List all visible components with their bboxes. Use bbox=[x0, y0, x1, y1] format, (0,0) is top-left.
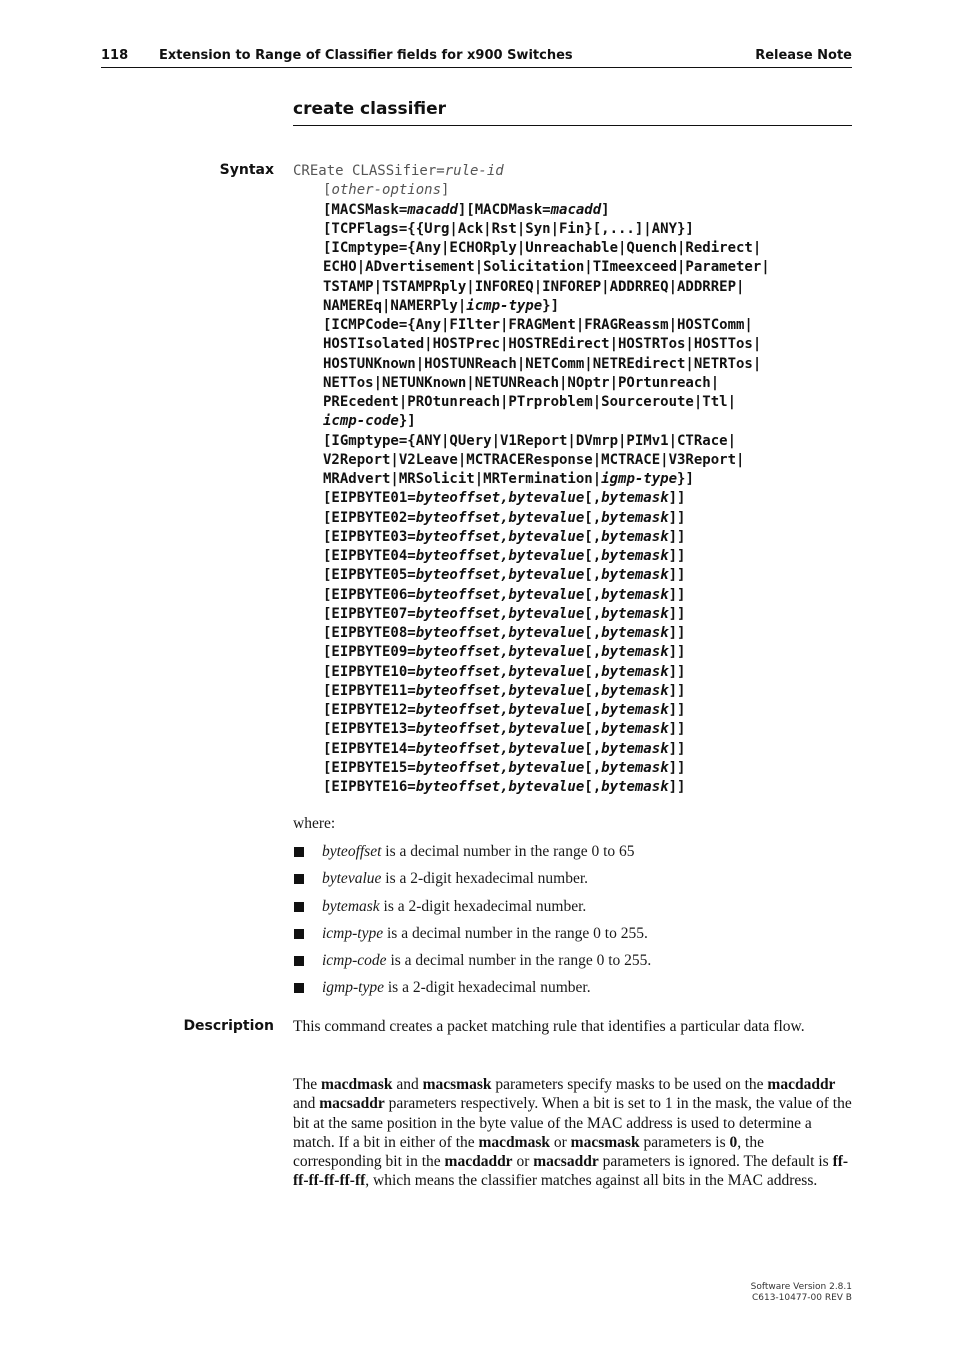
syntax-text: [EIPBYTE03= bbox=[323, 528, 416, 545]
syntax-line bbox=[293, 528, 770, 547]
syntax-parameter: byteoffset,bytevalue bbox=[415, 605, 585, 622]
syntax-text: ]] bbox=[668, 509, 686, 526]
paragraph-text: The bbox=[293, 1076, 321, 1093]
syntax-text: [EIPBYTE10= bbox=[323, 663, 416, 680]
syntax-text: [EIPBYTE06= bbox=[323, 586, 416, 603]
syntax-parameter: byteoffset,bytevalue bbox=[415, 644, 585, 661]
syntax-text: [TCPFlags={{Urg|Ack|Rst|Syn|Fin}[,...]|ANY}] bbox=[323, 220, 694, 237]
paragraph-text: and bbox=[293, 1095, 320, 1113]
syntax-parameter: byteoffset,bytevalue bbox=[415, 759, 585, 776]
syntax-text: [ICMPCode={Any|FIlter|FRAGMent|FRAGReassm|HOSTComm| bbox=[323, 317, 753, 333]
parameter-name: macdaddr bbox=[444, 1153, 513, 1171]
syntax-line bbox=[293, 201, 770, 220]
syntax-text: [, bbox=[584, 644, 602, 661]
syntax-parameter: bytemask bbox=[601, 528, 669, 545]
syntax-text: [EIPBYTE07= bbox=[323, 605, 416, 622]
syntax-line bbox=[293, 643, 770, 662]
syntax-parameter: bytemask bbox=[601, 682, 669, 699]
syntax-text: [, bbox=[584, 548, 602, 564]
syntax-line bbox=[293, 547, 770, 566]
syntax-text: [MACSMask= bbox=[323, 201, 408, 218]
syntax-text: [EIPBYTE01= bbox=[323, 490, 416, 507]
definition-text: is a decimal number in the range 0 to 65 bbox=[381, 843, 635, 860]
syntax-text: [, bbox=[584, 682, 602, 699]
syntax-line bbox=[293, 432, 770, 451]
syntax-parameter: byteoffset,bytevalue bbox=[415, 721, 585, 738]
definition-term: icmp-code bbox=[322, 952, 387, 970]
syntax-text: ]] bbox=[668, 682, 686, 699]
definition-item bbox=[293, 977, 651, 1004]
definition-text: is a 2-digit hexadecimal number. bbox=[383, 979, 591, 997]
syntax-text: ] bbox=[441, 182, 450, 199]
parameter-name: 0 bbox=[729, 1133, 738, 1151]
syntax-parameter: byteoffset,bytevalue bbox=[415, 509, 585, 526]
paragraph-text: , the corresponding bit in the bbox=[293, 1133, 764, 1171]
syntax-text: ]] bbox=[668, 740, 686, 757]
syntax-line bbox=[293, 489, 770, 508]
syntax-line bbox=[293, 355, 770, 374]
syntax-text: [EIPBYTE13= bbox=[323, 721, 416, 738]
syntax-text: TSTAMP|TSTAMPRply|INFOREQ|INFOREP|ADDRREQ|ADDRREP| bbox=[323, 278, 745, 295]
syntax-text: [EIPBYTE11= bbox=[323, 682, 416, 699]
syntax-text: [, bbox=[584, 721, 602, 738]
syntax-text: [EIPBYTE16= bbox=[323, 779, 416, 795]
square-bullet-icon bbox=[294, 847, 304, 857]
description-paragraph-1: This command creates a packet matching rule that identifies a particular data flow. bbox=[293, 1018, 805, 1035]
syntax-text: ]] bbox=[668, 548, 686, 564]
square-bullet-icon bbox=[294, 874, 304, 884]
syntax-parameter: byteoffset,bytevalue bbox=[415, 567, 585, 584]
description-paragraph-2 bbox=[293, 1075, 853, 1191]
syntax-line bbox=[293, 316, 770, 335]
syntax-text: ]] bbox=[668, 759, 686, 776]
syntax-parameter: bytemask bbox=[601, 567, 669, 584]
syntax-line bbox=[293, 720, 770, 739]
parameter-name: macdaddr bbox=[767, 1076, 836, 1093]
syntax-text: [, bbox=[584, 586, 602, 603]
syntax-text: [EIPBYTE08= bbox=[323, 625, 416, 641]
syntax-block bbox=[293, 162, 770, 797]
syntax-text: HOSTUNKnown|HOSTUNReach|NETComm|NETREdirect|NETRTos| bbox=[323, 355, 762, 372]
syntax-parameter: other-options bbox=[331, 182, 442, 199]
parameter-definitions bbox=[293, 841, 651, 1005]
syntax-line bbox=[293, 297, 770, 316]
syntax-text: }] bbox=[542, 297, 560, 314]
syntax-text: [EIPBYTE14= bbox=[323, 740, 416, 757]
definition-item bbox=[293, 896, 651, 923]
syntax-parameter: bytemask bbox=[601, 702, 669, 718]
parameter-name: macsaddr bbox=[319, 1095, 385, 1113]
syntax-text: ]] bbox=[668, 644, 686, 661]
syntax-text: ]] bbox=[668, 490, 686, 507]
syntax-line bbox=[293, 374, 770, 393]
description-label: Description bbox=[183, 1018, 274, 1034]
syntax-text: HOSTIsolated|HOSTPrec|HOSTREdirect|HOSTRTos|HOSTTos| bbox=[323, 336, 762, 353]
parameter-name: ff-ff-ff-ff-ff-ff bbox=[293, 1153, 849, 1190]
syntax-text: [EIPBYTE12= bbox=[323, 702, 416, 718]
definition-term: bytevalue bbox=[322, 870, 382, 888]
definition-term: bytemask bbox=[322, 897, 380, 915]
syntax-line bbox=[293, 239, 770, 258]
syntax-parameter: bytemask bbox=[601, 740, 669, 757]
syntax-line bbox=[293, 701, 770, 720]
syntax-parameter: bytemask bbox=[601, 509, 669, 526]
definition-item bbox=[293, 950, 651, 977]
syntax-parameter: byteoffset,bytevalue bbox=[415, 740, 585, 757]
syntax-line bbox=[293, 451, 770, 470]
paragraph-text: or bbox=[550, 1133, 571, 1151]
syntax-parameter: byteoffset,bytevalue bbox=[415, 779, 585, 795]
syntax-text: [ bbox=[323, 182, 332, 199]
syntax-text: [, bbox=[584, 490, 602, 507]
syntax-text: ]] bbox=[668, 586, 686, 603]
syntax-text: [EIPBYTE09= bbox=[323, 644, 416, 661]
page-number: 118 bbox=[101, 48, 129, 63]
syntax-parameter: byteoffset,bytevalue bbox=[415, 490, 585, 507]
syntax-parameter: byteoffset,bytevalue bbox=[415, 528, 585, 545]
syntax-text: }] bbox=[398, 413, 416, 430]
square-bullet-icon bbox=[294, 983, 304, 993]
syntax-text: [, bbox=[584, 528, 602, 545]
syntax-line bbox=[293, 509, 770, 528]
definition-text: is a 2-digit hexadecimal number. bbox=[379, 897, 587, 915]
where-label: where: bbox=[293, 815, 336, 832]
syntax-text: [, bbox=[584, 567, 602, 584]
syntax-line bbox=[293, 682, 770, 701]
definition-item bbox=[293, 923, 651, 950]
syntax-label: Syntax bbox=[219, 162, 274, 178]
syntax-line bbox=[293, 258, 770, 277]
syntax-text: PREcedent|PROtunreach|PTrproblem|Sourceroute|Ttl| bbox=[323, 394, 737, 410]
paragraph-text: and bbox=[392, 1076, 423, 1093]
syntax-text: [, bbox=[584, 509, 602, 526]
syntax-text: [, bbox=[584, 759, 602, 776]
syntax-line bbox=[293, 759, 770, 778]
syntax-line bbox=[293, 412, 770, 431]
syntax-parameter: macadd bbox=[407, 201, 458, 218]
definition-item bbox=[293, 868, 651, 895]
definition-text: is a decimal number in the range 0 to 255. bbox=[383, 924, 648, 942]
paragraph-text: parameters specify masks to be used on the bbox=[491, 1076, 768, 1093]
syntax-text: ]] bbox=[668, 721, 686, 738]
syntax-text: [, bbox=[584, 625, 602, 641]
syntax-text: MRAdvert|MRSolicit|MRTermination| bbox=[323, 471, 602, 487]
syntax-line bbox=[293, 740, 770, 759]
syntax-parameter: icmp-code bbox=[323, 413, 399, 430]
syntax-text: ][MACDMask= bbox=[457, 201, 551, 218]
square-bullet-icon bbox=[294, 902, 304, 912]
syntax-text: [EIPBYTE04= bbox=[323, 548, 416, 564]
parameter-name: macdmask bbox=[320, 1076, 393, 1093]
syntax-parameter: bytemask bbox=[601, 490, 669, 507]
syntax-text: [ICmptype={Any|ECHORply|Unreachable|Quench|Redirect| bbox=[323, 240, 762, 256]
definition-text: is a 2-digit hexadecimal number. bbox=[381, 870, 588, 888]
syntax-line bbox=[293, 586, 770, 605]
syntax-text: NETTos|NETUNKnown|NETUNReach|NOptr|POrtunreach| bbox=[323, 374, 720, 391]
syntax-line bbox=[293, 605, 770, 624]
syntax-text: V2Report|V2Leave|MCTRACEResponse|MCTRACE|V3Report| bbox=[323, 451, 745, 468]
syntax-parameter: bytemask bbox=[601, 663, 669, 680]
syntax-line bbox=[293, 335, 770, 354]
syntax-text: ] bbox=[601, 201, 610, 218]
syntax-text: [, bbox=[584, 605, 602, 622]
parameter-name: macsmask bbox=[422, 1076, 492, 1093]
syntax-line bbox=[293, 393, 770, 412]
paragraph-text: parameters is ignored. The default is bbox=[598, 1153, 833, 1171]
header-title: Extension to Range of Classifier fields for x900 Switches bbox=[159, 48, 573, 63]
syntax-text: [, bbox=[584, 779, 602, 795]
syntax-text: [EIPBYTE15= bbox=[323, 759, 416, 776]
syntax-line bbox=[293, 624, 770, 643]
syntax-text: [, bbox=[584, 663, 602, 680]
definition-item bbox=[293, 841, 651, 868]
syntax-parameter: bytemask bbox=[601, 605, 669, 622]
parameter-name: macsmask bbox=[570, 1133, 640, 1151]
syntax-text: ]] bbox=[668, 702, 686, 718]
syntax-text: ]] bbox=[668, 605, 686, 622]
syntax-text: [IGmptype={ANY|QUery|V1Report|DVmrp|PIMv1|CTRace| bbox=[323, 432, 737, 449]
syntax-line bbox=[293, 566, 770, 585]
definition-term: byteoffset bbox=[322, 843, 382, 860]
header-doc-type: Release Note bbox=[755, 48, 852, 63]
syntax-text: [EIPBYTE05= bbox=[323, 567, 416, 584]
footer-doc-id: C613-10477-00 REV B bbox=[751, 1293, 852, 1303]
syntax-text: [, bbox=[584, 702, 602, 718]
syntax-text: ]] bbox=[668, 567, 686, 584]
syntax-parameter: byteoffset,bytevalue bbox=[415, 586, 585, 603]
syntax-parameter: bytemask bbox=[601, 779, 669, 795]
footer-version: Software Version 2.8.1 bbox=[750, 1282, 852, 1292]
syntax-parameter: byteoffset,bytevalue bbox=[415, 548, 585, 564]
syntax-parameter: byteoffset,bytevalue bbox=[415, 682, 585, 699]
definition-term: igmp-type bbox=[322, 979, 384, 997]
syntax-text: ]] bbox=[668, 663, 686, 680]
syntax-text: }] bbox=[677, 471, 694, 487]
syntax-text: ]] bbox=[668, 528, 686, 545]
syntax-line bbox=[293, 663, 770, 682]
syntax-line bbox=[293, 181, 770, 200]
syntax-parameter: bytemask bbox=[601, 721, 669, 738]
section-title: create classifier bbox=[293, 99, 446, 119]
syntax-parameter: igmp-type bbox=[601, 471, 678, 487]
syntax-parameter: bytemask bbox=[601, 548, 669, 564]
syntax-parameter: bytemask bbox=[601, 586, 669, 603]
section-title-rule bbox=[293, 125, 852, 126]
syntax-line bbox=[293, 278, 770, 297]
syntax-parameter: macadd bbox=[550, 201, 602, 218]
parameter-name: macsaddr bbox=[533, 1153, 599, 1171]
syntax-text: ]] bbox=[668, 779, 686, 795]
syntax-text: CREate CLASSifier= bbox=[293, 163, 445, 179]
parameter-name: macdmask bbox=[478, 1133, 550, 1151]
syntax-parameter: bytemask bbox=[601, 625, 669, 641]
syntax-parameter: byteoffset,bytevalue bbox=[415, 702, 585, 718]
syntax-line bbox=[293, 470, 770, 489]
paragraph-text: or bbox=[512, 1153, 534, 1171]
syntax-parameter: bytemask bbox=[601, 644, 669, 661]
paragraph-text: parameters is bbox=[639, 1133, 730, 1151]
header-rule bbox=[101, 67, 852, 68]
definition-text: is a decimal number in the range 0 to 255. bbox=[386, 952, 652, 970]
syntax-parameter: rule-id bbox=[444, 163, 504, 179]
syntax-text: [, bbox=[584, 740, 602, 757]
syntax-text: ]] bbox=[668, 625, 686, 641]
definition-term: icmp-type bbox=[322, 924, 384, 942]
syntax-parameter: icmp-type bbox=[466, 297, 543, 314]
syntax-line bbox=[293, 162, 770, 181]
square-bullet-icon bbox=[294, 929, 304, 939]
syntax-line bbox=[293, 220, 770, 239]
syntax-parameter: byteoffset,bytevalue bbox=[415, 625, 585, 641]
syntax-line bbox=[293, 778, 770, 797]
syntax-text: NAMEREq|NAMERPly| bbox=[323, 297, 467, 314]
syntax-parameter: byteoffset,bytevalue bbox=[415, 663, 585, 680]
syntax-text: [EIPBYTE02= bbox=[323, 509, 416, 526]
syntax-text: ECHO|ADvertisement|Solicitation|TImeexceed|Parameter| bbox=[323, 259, 770, 276]
paragraph-text: , which means the classifier matches against all bits in the MAC address. bbox=[365, 1172, 818, 1190]
paragraph-text: parameters respectively. When a bit is set to 1 in the mask, the value of the bit at the same position in the byte value of the MAC address is used to determine a match. If a bit in either of the bbox=[293, 1095, 852, 1151]
syntax-parameter: bytemask bbox=[601, 759, 669, 776]
square-bullet-icon bbox=[294, 956, 304, 966]
